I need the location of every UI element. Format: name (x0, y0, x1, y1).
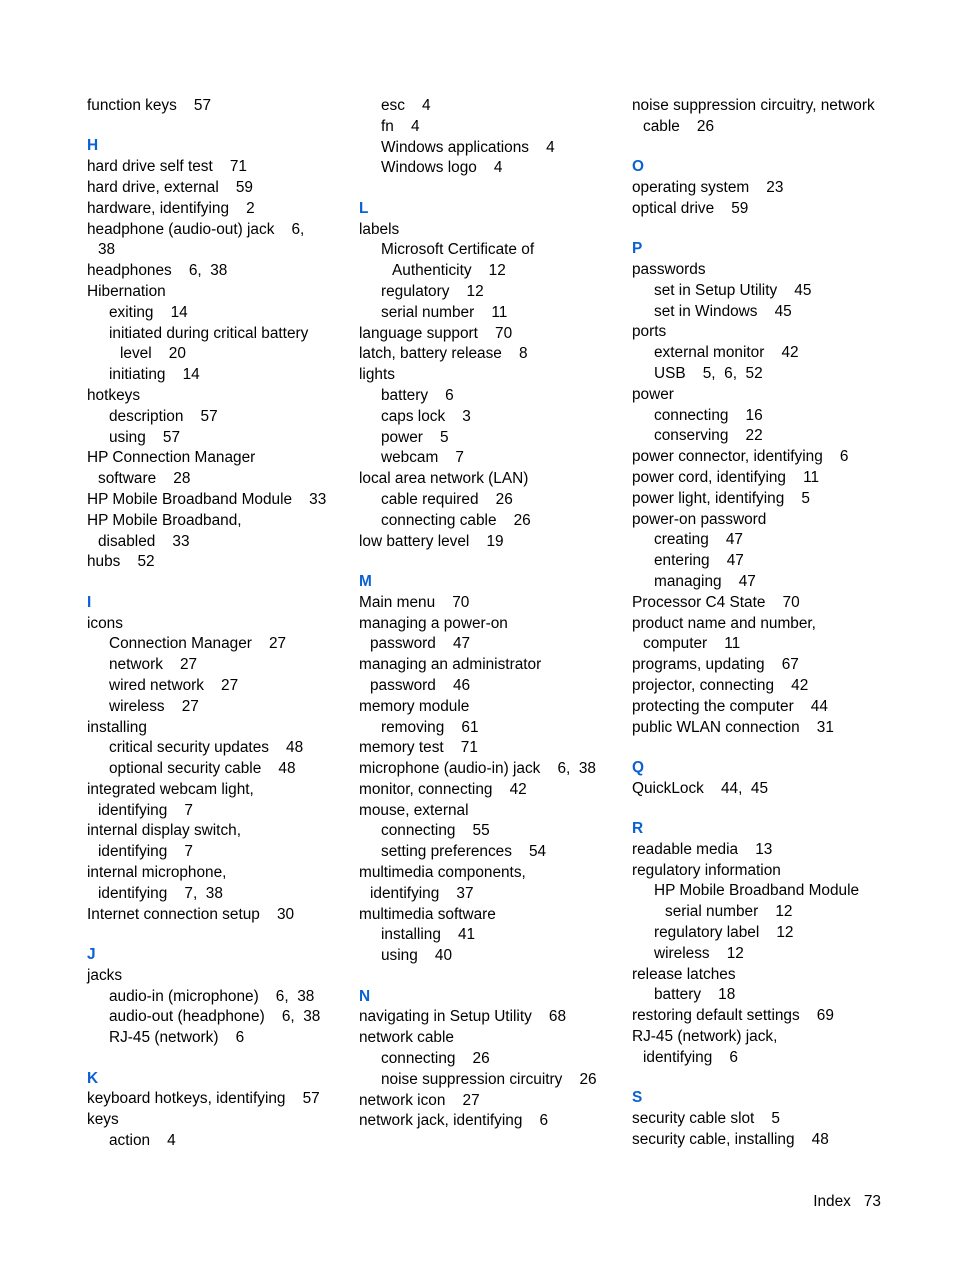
index-subentry: Windows logo 4 (381, 159, 503, 177)
index-subentry: managing 47 (654, 572, 756, 590)
index-entry: multimedia software (359, 905, 496, 923)
index-subentry: battery 18 (654, 986, 736, 1004)
index-entry: navigating in Setup Utility 68 (359, 1008, 567, 1026)
index-entry: protecting the computer 44 (632, 697, 828, 715)
index-entry: managing an administrator (359, 656, 542, 674)
index-subentry: initiated during critical battery (109, 324, 309, 342)
index-entry: projector, connecting 42 (632, 676, 809, 694)
index-entry: language support 70 (359, 324, 513, 342)
index-subentry: cable required 26 (381, 490, 513, 508)
index-subentry: Authenticity 12 (392, 262, 506, 280)
index-column-1 (87, 96, 349, 1152)
section-spacer (632, 1069, 894, 1089)
index-column-2 (359, 96, 621, 1132)
index-entry: network cable (359, 1029, 454, 1047)
index-subentry: webcam 7 (381, 449, 464, 467)
footer-label: Index (813, 1193, 851, 1210)
section-letter-heading: L (359, 199, 369, 217)
index-entry: managing a power-on (359, 614, 508, 632)
index-entry: memory module (359, 697, 470, 715)
section-letter-heading: S (632, 1089, 643, 1107)
index-subentry: removing 61 (381, 718, 479, 736)
index-entry: multimedia components, (359, 864, 526, 882)
index-entry: internal display switch, (87, 822, 241, 840)
index-subentry: Windows applications 4 (381, 138, 555, 156)
index-entry: network icon 27 (359, 1091, 480, 1109)
index-entry: microphone (audio-in) jack 6, 38 (359, 760, 596, 778)
index-subentry: identifying 7 (98, 843, 193, 861)
index-entry: power connector, identifying 6 (632, 448, 849, 466)
index-subentry: identifying 7 (98, 801, 193, 819)
index-entry: product name and number, (632, 614, 816, 632)
index-entry: public WLAN connection 31 (632, 718, 834, 736)
index-entry: headphone (audio-out) jack 6, (87, 220, 305, 238)
index-entry: memory test 71 (359, 739, 478, 757)
index-entry: low battery level 19 (359, 532, 504, 550)
index-entry: jacks (87, 966, 123, 984)
section-letter-heading: K (87, 1069, 99, 1087)
section-spacer (87, 925, 349, 945)
index-entry: network jack, identifying 6 (359, 1112, 549, 1130)
index-subentry: wireless 12 (654, 944, 744, 962)
section-letter-heading: I (87, 593, 92, 611)
index-entry: hardware, identifying 2 (87, 199, 255, 217)
index-entry: passwords (632, 260, 706, 278)
index-subentry: identifying 37 (370, 884, 474, 902)
section-letter-heading: O (632, 158, 644, 176)
index-subentry: using 40 (381, 947, 453, 965)
index-entry: headphones 6, 38 (87, 262, 228, 280)
index-subentry: set in Windows 45 (654, 302, 792, 320)
index-subentry: noise suppression circuitry 26 (381, 1070, 597, 1088)
index-subentry: HP Mobile Broadband Module (654, 882, 860, 900)
index-entry: hubs 52 (87, 553, 155, 571)
index-subentry: power 5 (381, 428, 449, 446)
index-entry: noise suppression circuitry, network (632, 97, 875, 114)
index-subentry: action 4 (109, 1132, 176, 1150)
index-subentry: connecting 16 (654, 406, 763, 424)
index-subentry: 38 (98, 241, 116, 259)
index-subentry: identifying 6 (643, 1048, 738, 1066)
section-letter-heading: H (87, 137, 99, 155)
index-entry: hotkeys (87, 386, 141, 404)
index-subentry: audio-out (headphone) 6, 38 (109, 1008, 321, 1026)
index-subentry: disabled 33 (98, 532, 190, 550)
index-subentry: fn 4 (381, 117, 420, 135)
section-spacer (87, 117, 349, 137)
section-spacer (632, 738, 894, 758)
index-entry: power-on password (632, 510, 767, 528)
index-subentry: RJ-45 (network) 6 (109, 1029, 245, 1047)
index-entry: keys (87, 1111, 119, 1129)
index-subentry: serial number 11 (381, 303, 508, 321)
index-entry: installing (87, 718, 147, 736)
index-entry: monitor, connecting 42 (359, 780, 527, 798)
index-entry: power cord, identifying 11 (632, 468, 820, 486)
index-subentry: audio-in (microphone) 6, 38 (109, 987, 315, 1005)
index-subentry: description 57 (109, 407, 218, 425)
section-spacer (632, 220, 894, 240)
index-column-3 (632, 96, 894, 1151)
index-subentry: entering 47 (654, 552, 744, 570)
index-entry: ports (632, 323, 667, 341)
page-number: 73 (863, 1193, 881, 1210)
index-subentry: password 46 (370, 676, 471, 694)
index-entry: mouse, external (359, 801, 469, 819)
index-subentry: connecting cable 26 (381, 511, 531, 529)
index-entry: hard drive, external 59 (87, 178, 253, 196)
index-entry: QuickLock 44, 45 (632, 779, 769, 797)
section-letter-heading: M (359, 572, 372, 590)
section-letter-heading: P (632, 240, 643, 258)
index-entry: restoring default settings 69 (632, 1007, 834, 1025)
index-entry: Processor C4 State 70 (632, 593, 800, 611)
index-entry: Internet connection setup 30 (87, 905, 295, 923)
section-spacer (87, 573, 349, 593)
index-entry: programs, updating 67 (632, 656, 799, 674)
index-subentry: password 47 (370, 635, 471, 653)
index-subentry: Connection Manager 27 (109, 635, 287, 653)
index-subentry: serial number 12 (665, 903, 793, 921)
index-entry: power (632, 385, 674, 403)
index-subentry: esc 4 (381, 97, 431, 114)
index-subentry: conserving 22 (654, 427, 763, 445)
index-entry: labels (359, 220, 400, 238)
index-entry: operating system 23 (632, 178, 784, 196)
index-subentry: caps lock 3 (381, 407, 471, 425)
index-subentry: Microsoft Certificate of (381, 241, 535, 259)
section-spacer (359, 179, 621, 199)
index-entry: keyboard hotkeys, identifying 57 (87, 1090, 320, 1108)
index-subentry: regulatory label 12 (654, 924, 794, 942)
index-subentry: wired network 27 (109, 676, 239, 694)
index-subentry: connecting 55 (381, 822, 490, 840)
index-subentry: regulatory 12 (381, 282, 484, 300)
section-letter-heading: R (632, 820, 644, 838)
index-entry: integrated webcam light, (87, 780, 254, 798)
index-subentry: connecting 26 (381, 1050, 490, 1068)
index-entry: power light, identifying 5 (632, 489, 810, 507)
section-spacer (87, 1049, 349, 1069)
section-spacer (632, 799, 894, 819)
index-entry: latch, battery release 8 (359, 345, 528, 363)
index-entry: internal microphone, (87, 864, 227, 882)
index-entry: lights (359, 366, 395, 384)
index-entry: regulatory information (632, 861, 781, 879)
section-spacer (632, 138, 894, 158)
index-subentry: set in Setup Utility 45 (654, 281, 812, 299)
index-subentry: network 27 (109, 656, 198, 674)
page-footer (813, 1192, 881, 1212)
index-subentry: cable 26 (643, 117, 715, 135)
index-subentry: installing 41 (381, 926, 476, 944)
index-subentry: software 28 (98, 470, 191, 488)
index-entry: HP Connection Manager (87, 449, 256, 467)
index-subentry: optional security cable 48 (109, 760, 296, 778)
section-letter-heading: N (359, 987, 371, 1005)
section-spacer (359, 967, 621, 987)
index-subentry: identifying 7, 38 (98, 884, 223, 902)
section-spacer (359, 552, 621, 572)
index-entry: hard drive self test 71 (87, 158, 247, 176)
index-entry: icons (87, 614, 123, 632)
index-subentry: using 57 (109, 428, 181, 446)
index-entry: security cable slot 5 (632, 1110, 780, 1128)
index-entry: HP Mobile Broadband, (87, 511, 242, 529)
index-subentry: USB 5, 6, 52 (654, 364, 763, 382)
index-entry: Main menu 70 (359, 593, 470, 611)
index-entry: Hibernation (87, 282, 166, 300)
section-letter-heading: J (87, 946, 96, 964)
index-entry: readable media 13 (632, 840, 773, 858)
index-subentry: battery 6 (381, 386, 454, 404)
index-entry: function keys 57 (87, 97, 212, 114)
index-entry: local area network (LAN) (359, 470, 529, 488)
index-subentry: level 20 (120, 345, 186, 363)
index-subentry: setting preferences 54 (381, 843, 547, 861)
index-subentry: computer 11 (643, 635, 741, 653)
index-entry: security cable, installing 48 (632, 1130, 829, 1148)
index-entry: RJ-45 (network) jack, (632, 1028, 778, 1046)
index-subentry: exiting 14 (109, 303, 188, 321)
index-entry: optical drive 59 (632, 199, 749, 217)
index-subentry: critical security updates 48 (109, 739, 304, 757)
index-entry: HP Mobile Broadband Module 33 (87, 490, 327, 508)
index-subentry: initiating 14 (109, 366, 200, 384)
section-letter-heading: Q (632, 758, 644, 776)
index-entry: release latches (632, 965, 736, 983)
index-subentry: creating 47 (654, 531, 743, 549)
index-subentry: wireless 27 (109, 697, 199, 715)
index-subentry: external monitor 42 (654, 344, 799, 362)
